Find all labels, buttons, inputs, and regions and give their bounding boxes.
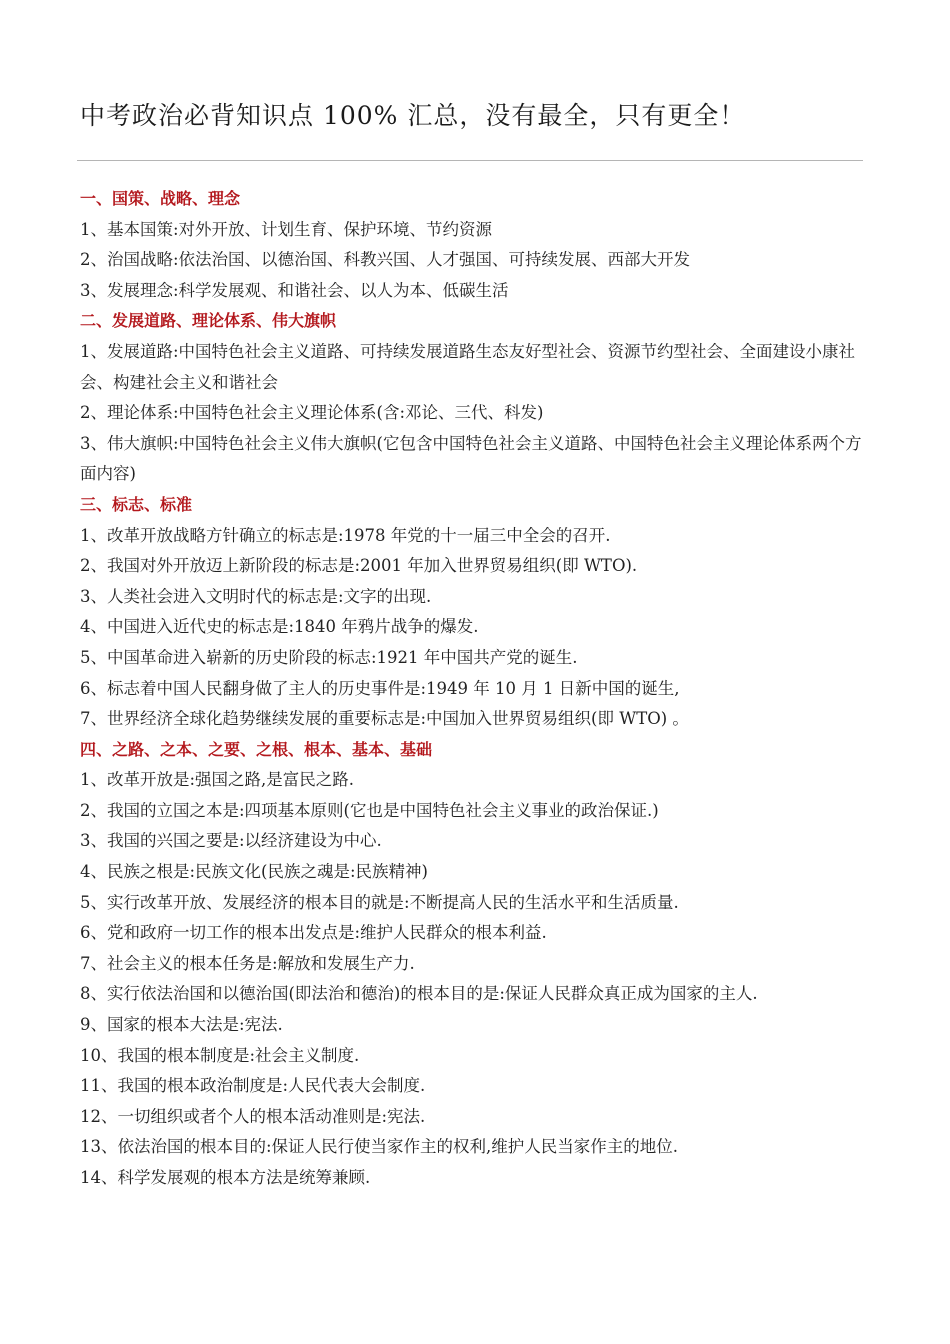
list-item: 6、标志着中国人民翻身做了主人的历史事件是:1949 年 10 月 1 日新中国的诞生, (80, 678, 680, 698)
list-item: 1、改革开放战略方针确立的标志是:1978 年党的十一届三中全会的召开. (80, 525, 611, 545)
section-heading: 四、之路、之本、之要、之根、根本、基本、基础 (80, 739, 433, 759)
list-item: 3、我国的兴国之要是:以经济建设为中心. (80, 831, 382, 851)
list-item: 2、我国的立国之本是:四项基本原则(它也是中国特色社会主义事业的政治保证.) (80, 800, 659, 820)
document-body (80, 184, 870, 1194)
list-item: 2、理论体系:中国特色社会主义理论体系(含:邓论、三代、科发) (80, 403, 544, 423)
section-heading: 三、标志、标准 (80, 494, 193, 514)
list-item: 1、发展道路:中国特色社会主义道路、可持续发展道路生态友好型社会、资源节约型社会、全面建设小康社会、构建社会主义和谐社会 (80, 341, 856, 392)
list-item: 2、治国战略:依法治国、以德治国、科教兴国、人才强国、可持续发展、西部大开发 (80, 250, 691, 270)
list-item: 3、发展理念:科学发展观、和谐社会、以人为本、低碳生活 (80, 280, 509, 300)
list-item: 5、实行改革开放、发展经济的根本目的就是:不断提高人民的生活水平和生活质量. (80, 892, 679, 912)
list-item: 3、伟大旗帜:中国特色社会主义伟大旗帜(它包含中国特色社会主义道路、中国特色社会主义理论体系两个方面内容) (80, 433, 862, 484)
section-national-policies (80, 184, 870, 306)
section-heading: 二、发展道路、理论体系、伟大旗帜 (80, 311, 337, 331)
list-item: 3、人类社会进入文明时代的标志是:文字的出现. (80, 586, 432, 606)
list-item: 12、一切组织或者个人的根本活动准则是:宪法. (80, 1106, 426, 1126)
section-milestones (80, 490, 870, 735)
section-development-path (80, 306, 870, 490)
list-item: 1、基本国策:对外开放、计划生育、保护环境、节约资源 (80, 219, 493, 239)
list-item: 1、改革开放是:强国之路,是富民之路. (80, 770, 355, 790)
list-item: 4、民族之根是:民族文化(民族之魂是:民族精神) (80, 862, 428, 882)
list-item: 9、国家的根本大法是:宪法. (80, 1015, 283, 1035)
list-item: 7、社会主义的根本任务是:解放和发展生产力. (80, 953, 415, 973)
title-divider (77, 160, 863, 161)
document-title: 中考政治必背知识点 100% 汇总，没有最全，只有更全！ (80, 101, 746, 130)
list-item: 10、我国的根本制度是:社会主义制度. (80, 1045, 360, 1065)
section-heading: 一、国策、战略、理念 (80, 189, 241, 208)
list-item: 2、我国对外开放迈上新阶段的标志是:2001 年加入世界贸易组织(即 WTO). (80, 556, 638, 576)
list-item: 11、我国的根本政治制度是:人民代表大会制度. (80, 1076, 426, 1096)
list-item: 6、党和政府一切工作的根本出发点是:维护人民群众的根本利益. (80, 923, 547, 943)
list-item: 5、中国革命进入崭新的历史阶段的标志:1921 年中国共产党的诞生. (80, 647, 578, 667)
list-item: 4、中国进入近代史的标志是:1840 年鸦片战争的爆发. (80, 617, 479, 637)
list-item: 13、依法治国的根本目的:保证人民行使当家作主的权利,维护人民当家作主的地位. (80, 1137, 679, 1157)
list-item: 14、科学发展观的根本方法是统筹兼顾. (80, 1168, 371, 1187)
section-foundations (80, 735, 870, 1194)
list-item: 7、世界经济全球化趋势继续发展的重要标志是:中国加入世界贸易组织(即 WTO) 。 (80, 709, 689, 729)
list-item: 8、实行依法治国和以德治国(即法治和德治)的根本目的是:保证人民群众真正成为国家的主人. (80, 984, 758, 1004)
